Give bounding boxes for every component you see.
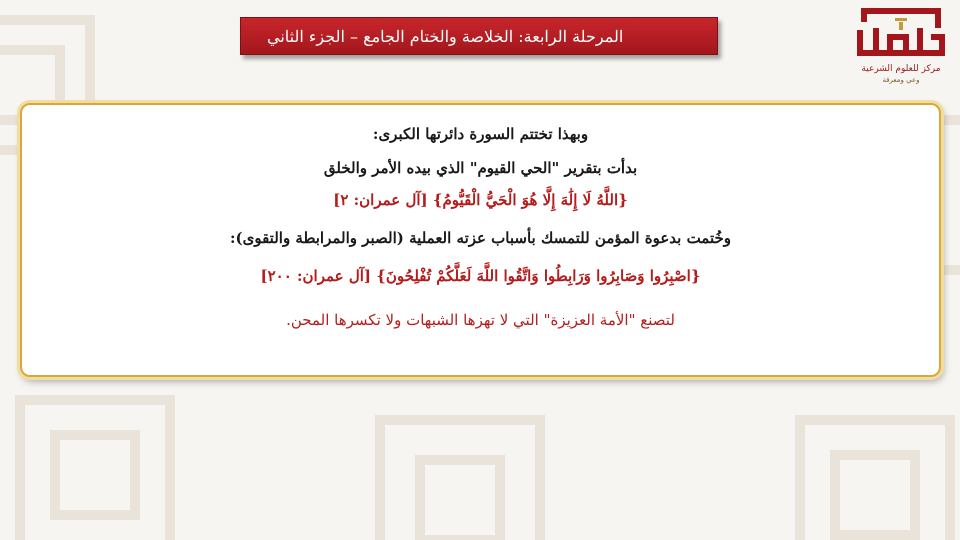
conclusion-line: لتصنع "الأمة العزيزة" التي لا تهزها الشبهات ولا تكسرها المحن.	[286, 311, 675, 329]
verse-line-2: {اصْبِرُوا وَصَابِرُوا وَرَابِطُوا وَاتَّقُوا اللَّهَ لَعَلَّكُمْ تُفْلِحُونَ} [آل عمران: ٢٠٠]	[260, 267, 701, 285]
slide-title-bar	[240, 17, 718, 55]
content-box	[20, 103, 941, 377]
intro-line: وبهذا تختتم السورة دائرتها الكبرى:	[372, 125, 589, 143]
slide-title: المرحلة الرابعة: الخلاصة والختام الجامع – الجزء الثاني	[267, 26, 624, 46]
logo-subtitle: مركز للعلوم الشرعية	[861, 64, 941, 74]
ending-line: وخُتمت بدعوة المؤمن للتمسك بأسباب عزته العملية (الصبر والمرابطة والتقوى):	[229, 229, 732, 247]
verse-line-1: {اللَّهُ لَا إِلَٰهَ إِلَّا هُوَ الْحَيُّ الْقَيُّومُ} [آل عمران: ٢]	[333, 191, 628, 209]
brand-logo	[846, 4, 956, 100]
logo-mark-icon	[851, 4, 951, 62]
logo-tagline: وعي ومعرفة	[882, 76, 920, 84]
beginning-line: بدأت بتقرير "الحي القيوم" الذي بيده الأمر والخلق	[323, 159, 638, 177]
